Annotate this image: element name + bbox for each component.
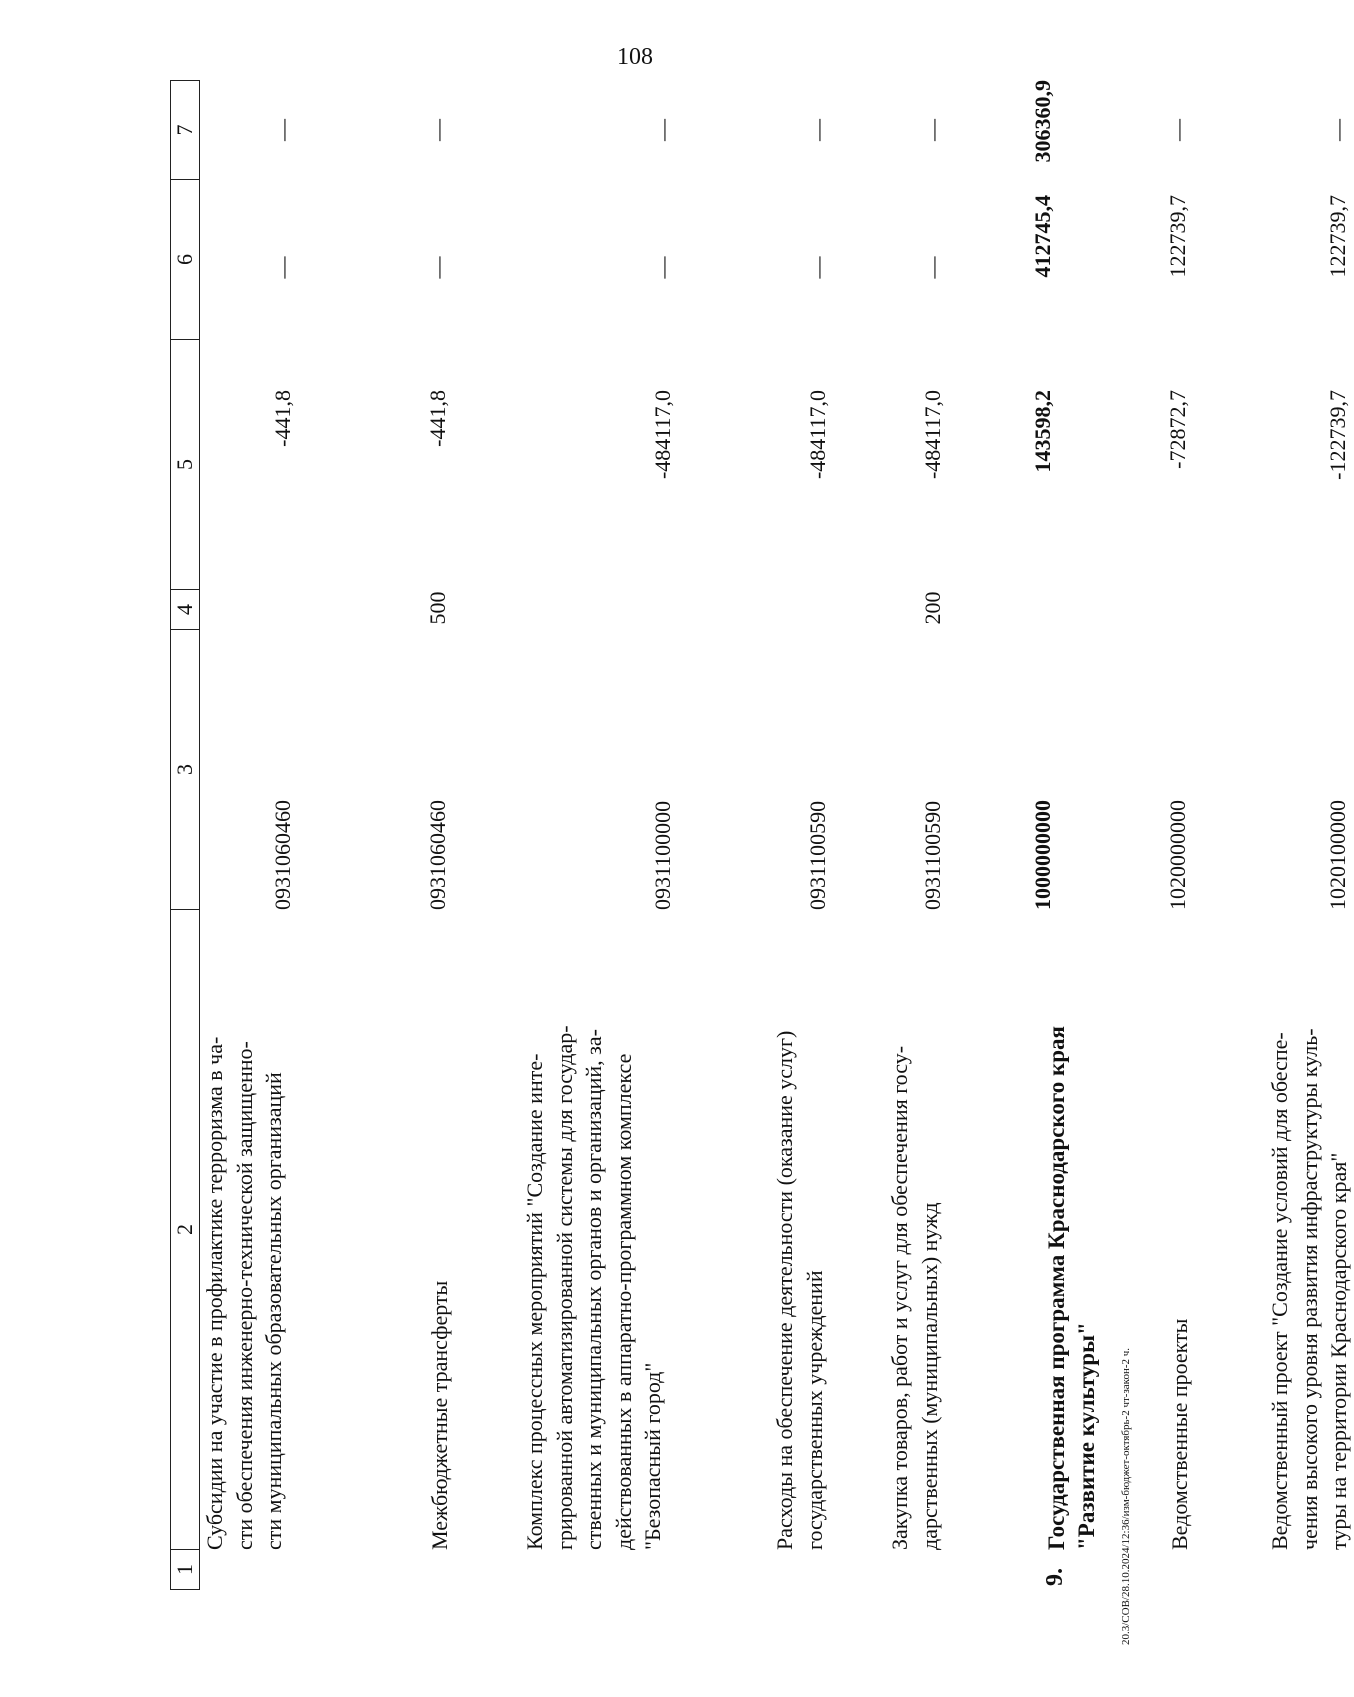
description-line: Ведомственный проект "Создание условий для обеспе- bbox=[1267, 1032, 1292, 1550]
description-line: Государственная программа Краснодарского края bbox=[1044, 1026, 1069, 1550]
cell-col-3: 1000000000 bbox=[1030, 800, 1055, 910]
cell-col-7: — bbox=[425, 119, 450, 141]
row-number: 9. bbox=[1042, 1568, 1068, 1586]
cell-col-5: 143598,2 bbox=[1030, 390, 1055, 473]
cell-col-3: 0931100000 bbox=[650, 800, 675, 910]
header-col-4: 4 bbox=[171, 589, 199, 629]
cell-col-7: — bbox=[650, 119, 675, 141]
description-line: "Развитие культуры" bbox=[1073, 1322, 1099, 1550]
row-description bbox=[1265, 990, 1354, 1550]
description-line: государственных учреждений bbox=[801, 1270, 827, 1550]
description-line: Расходы на обеспечение деятельности (оказание услуг) bbox=[772, 1030, 797, 1550]
cell-col-3: 1020000000 bbox=[1165, 800, 1190, 910]
cell-col-3: 0931100590 bbox=[920, 800, 945, 910]
header-col-6: 6 bbox=[171, 179, 199, 339]
description-line: Ведомственные проекты bbox=[1167, 1318, 1192, 1550]
table-header-row bbox=[170, 80, 200, 1590]
cell-col-6: — bbox=[650, 256, 675, 279]
cell-col-6: — bbox=[805, 256, 830, 279]
cell-col-5: -484117,0 bbox=[920, 390, 945, 480]
cell-col-5: -122739,7 bbox=[1325, 390, 1350, 480]
row-description bbox=[425, 990, 455, 1550]
description-line: Закупка товаров, работ и услуг для обеспечения госу- bbox=[887, 1045, 912, 1550]
cell-col-3: 0931060460 bbox=[270, 800, 295, 910]
cell-col-6: — bbox=[425, 256, 450, 279]
cell-col-6: — bbox=[270, 256, 295, 279]
cell-col-7: — bbox=[805, 119, 830, 141]
cell-col-6: — bbox=[920, 256, 945, 279]
description-line: ственных и муниципальных органов и организаций, за- bbox=[581, 1029, 606, 1550]
row-description bbox=[1165, 990, 1195, 1550]
cell-col-3: 1020100000 bbox=[1325, 800, 1350, 910]
header-col-7: 7 bbox=[172, 124, 197, 136]
cell-col-6: 412745,4 bbox=[1030, 195, 1055, 278]
description-line: туры на территории Краснодарского края" bbox=[1326, 1152, 1351, 1550]
header-col-2: 2 bbox=[171, 909, 199, 1549]
footer-reference: 20.3/СОВ/28.10.2024/12:36/изм-бюджет-октябрь-2 чт-закон-2 ч. bbox=[1120, 1347, 1132, 1645]
page-number: 108 bbox=[617, 44, 653, 70]
row-description bbox=[520, 990, 668, 1550]
cell-col-7: — bbox=[1165, 119, 1190, 141]
cell-col-6: 122739,7 bbox=[1325, 195, 1350, 278]
description-line: чения высокого уровня развития инфраструктуры куль- bbox=[1296, 1028, 1322, 1550]
header-col-3: 3 bbox=[171, 629, 199, 909]
cell-col-5: -484117,0 bbox=[805, 390, 830, 480]
description-line: грированной автоматизированной системы для государ- bbox=[551, 1025, 577, 1550]
cell-col-5: -72872,7 bbox=[1165, 390, 1190, 469]
cell-col-5: -441,8 bbox=[425, 390, 450, 447]
row-description bbox=[885, 990, 944, 1550]
description-line: сти обеспечения инженерно-технической защищенно- bbox=[231, 1041, 257, 1550]
header-col-1: 1 bbox=[171, 1549, 199, 1589]
cell-col-4: 500 bbox=[425, 591, 450, 625]
description-line: сти муниципальных образовательных организаций bbox=[261, 1072, 286, 1550]
description-line: "Безопасный город" bbox=[640, 1362, 665, 1550]
cell-col-7: 306360,9 bbox=[1030, 80, 1055, 163]
description-line: Межбюджетные трансферты bbox=[427, 1280, 452, 1550]
cell-col-7: — bbox=[1325, 119, 1350, 141]
row-description bbox=[1042, 990, 1101, 1550]
cell-col-7: — bbox=[920, 119, 945, 141]
row-description bbox=[200, 990, 289, 1550]
description-line: Комплекс процессных мероприятий "Создание инте- bbox=[522, 1053, 547, 1550]
cell-col-6: 122739,7 bbox=[1165, 195, 1190, 278]
row-description bbox=[770, 990, 829, 1550]
description-line: дарственных (муниципальных) нужд bbox=[916, 1202, 942, 1550]
description-line: действованных в аппаратно-программном комплексе bbox=[610, 1053, 636, 1550]
header-col-5: 5 bbox=[171, 339, 199, 589]
cell-col-3: 0931060460 bbox=[425, 800, 450, 910]
cell-col-5: -484117,0 bbox=[650, 390, 675, 480]
cell-col-4: 200 bbox=[920, 591, 945, 625]
cell-col-5: -441,8 bbox=[270, 390, 295, 447]
cell-col-7: — bbox=[270, 119, 295, 141]
description-line: Субсидии на участие в профилактике терроризма в ча- bbox=[202, 1036, 227, 1550]
budget-table bbox=[170, 70, 1351, 1590]
cell-col-3: 0931100590 bbox=[805, 800, 830, 910]
